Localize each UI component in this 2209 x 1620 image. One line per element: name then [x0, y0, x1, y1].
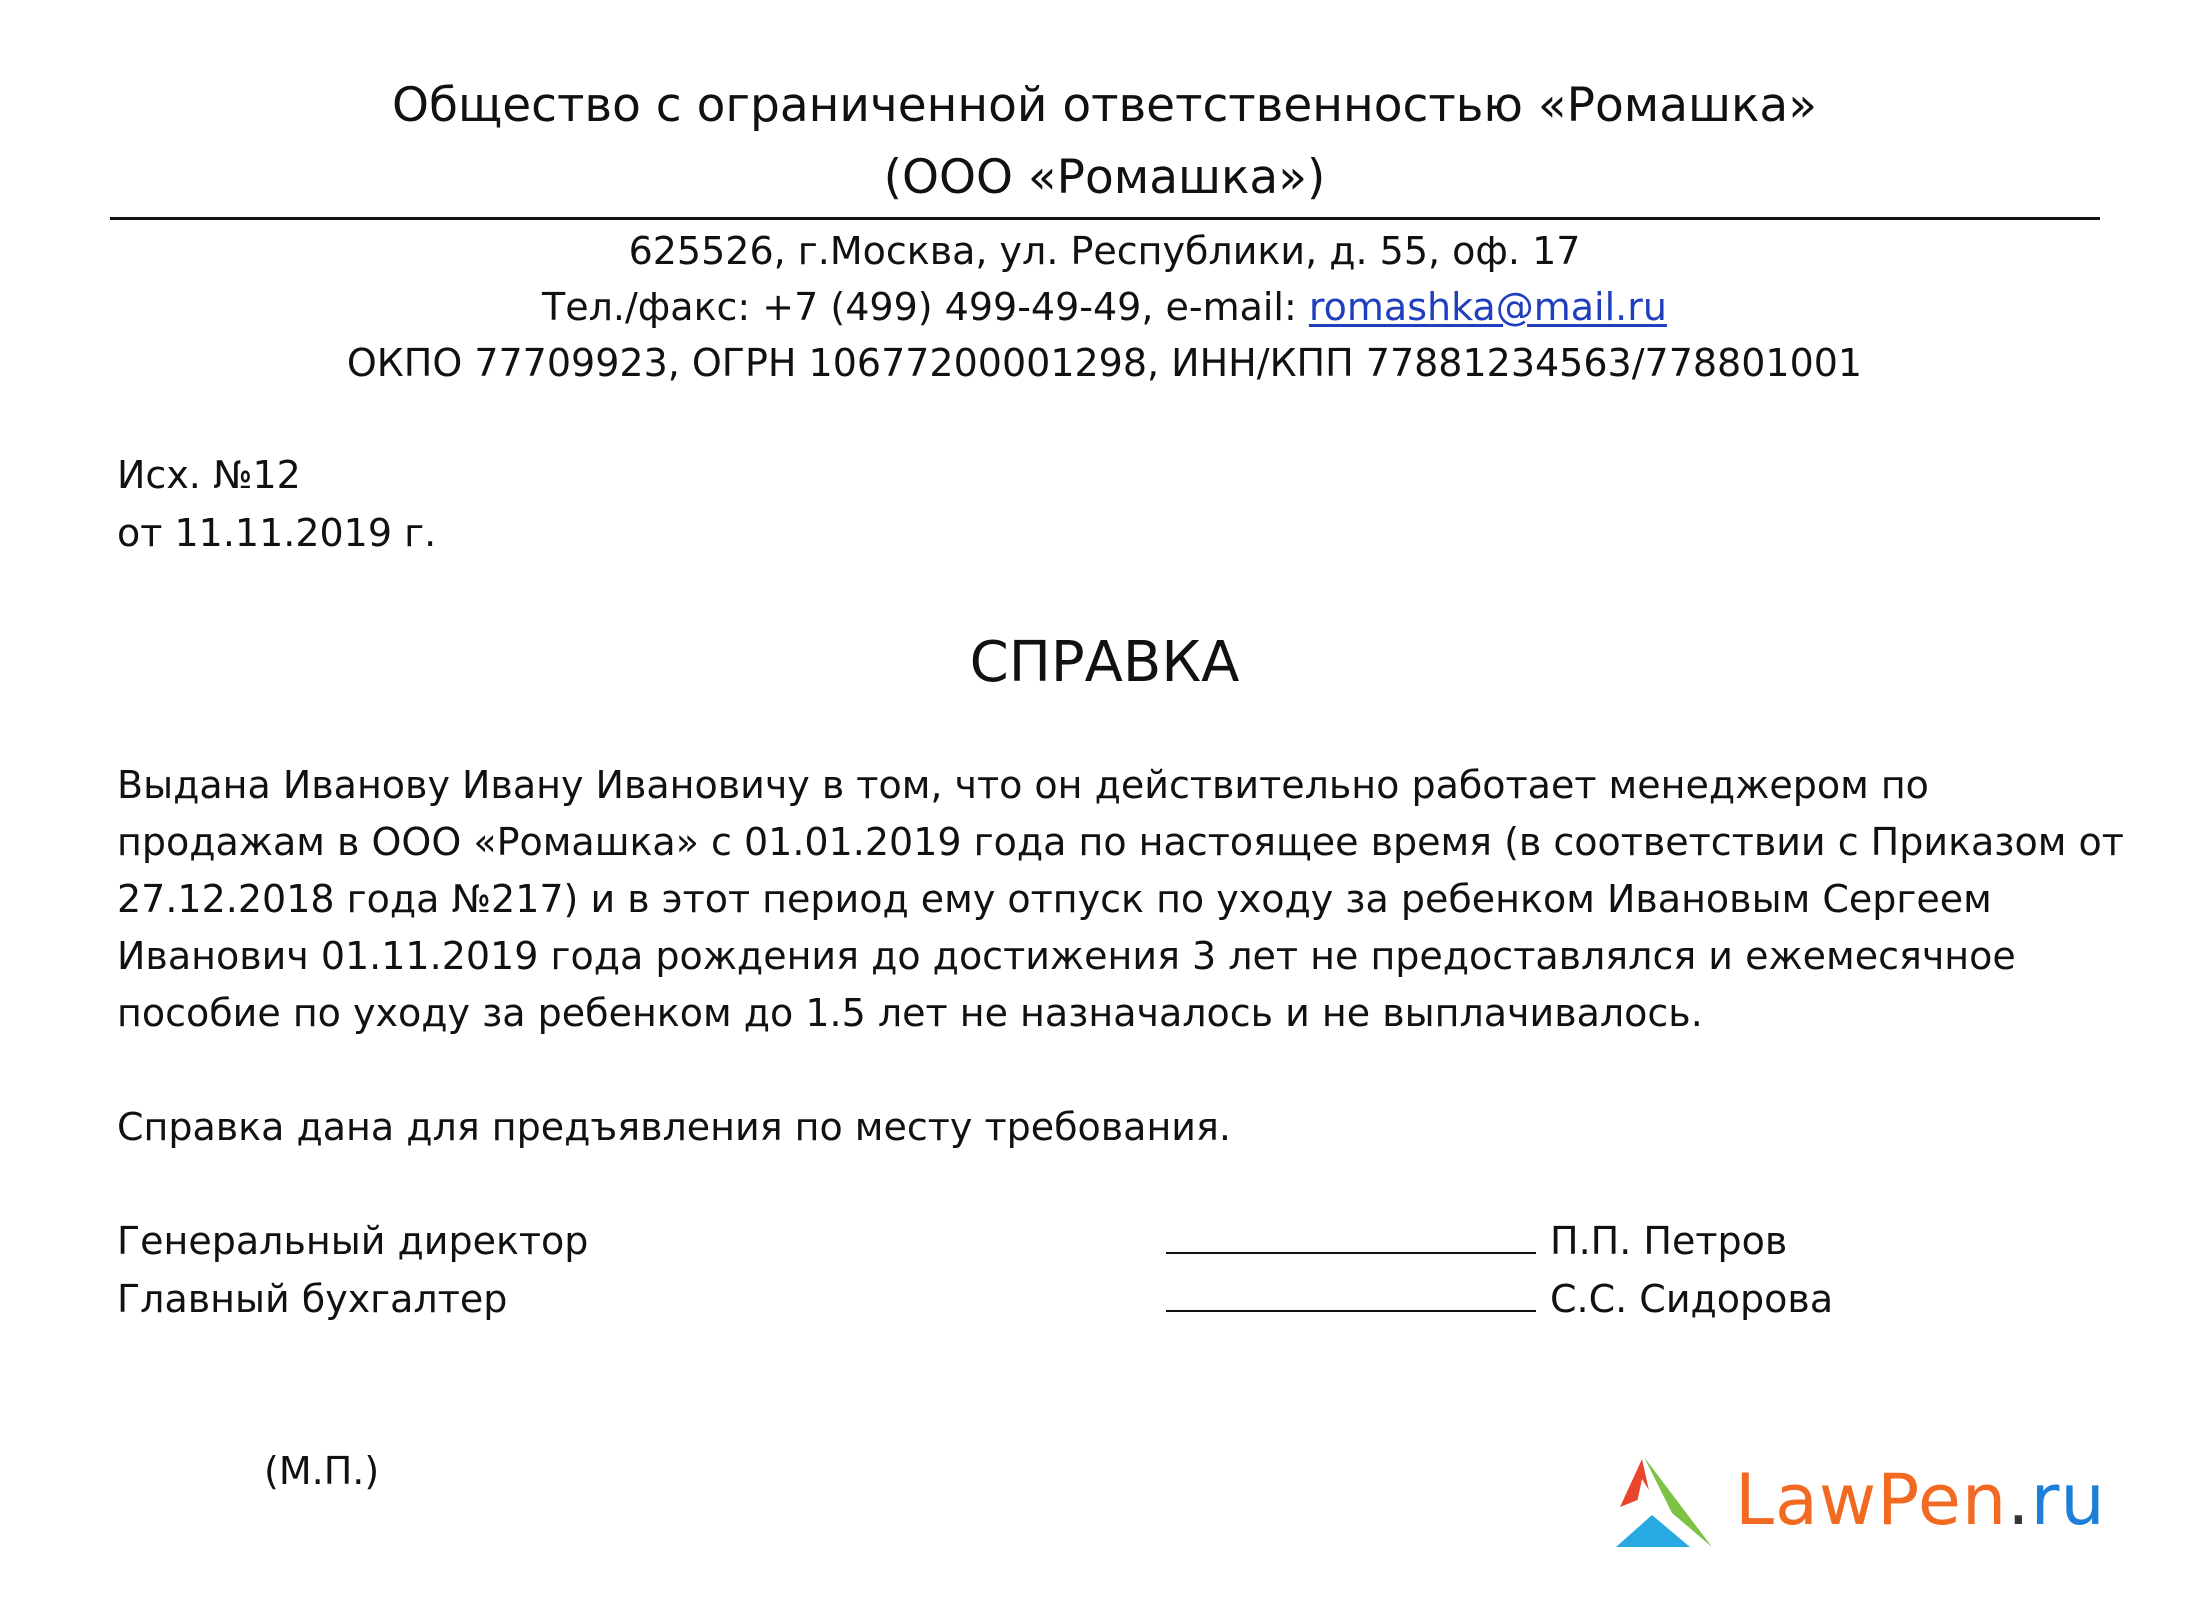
outgoing-number: Исх. №12 — [117, 453, 301, 497]
organization-full-name: Общество с ограниченной ответственностью «Ромашка» — [392, 78, 1817, 133]
lawpen-logo-icon — [1612, 1455, 1722, 1551]
outgoing-date: от 11.11.2019 г. — [117, 511, 437, 555]
signature-accountant — [1166, 1274, 1833, 1324]
signature-underline — [1166, 1274, 1536, 1312]
signature-position-director: Генеральный директор — [117, 1219, 589, 1263]
organization-short-name: (ООО «Ромашка») — [883, 150, 1326, 205]
organization-address: 625526, г.Москва, ул. Республики, д. 55, оф. 17 — [628, 229, 1581, 273]
document-title: СПРАВКА — [969, 630, 1240, 695]
body-line: Иванович 01.11.2019 года рождения до достижения 3 лет не предоставлялся и ежемесячное — [117, 934, 2016, 978]
body-line: 27.12.2018 года №217) и в этот период ему отпуск по уходу за ребенком Ивановым Сергеем — [117, 877, 1992, 921]
contact-phone-fax: Тел./факс: +7 (499) 499-49-49, e-mail: — [542, 285, 1309, 329]
organization-contacts — [0, 282, 2209, 332]
signature-name-accountant: С.С. Сидорова — [1550, 1277, 1834, 1321]
purpose-statement: Справка дана для предъявления по месту требования. — [117, 1105, 1231, 1149]
signature-director — [1166, 1216, 1787, 1266]
logo-tld-text: ru — [2030, 1459, 2106, 1541]
signature-position-accountant: Главный бухгалтер — [117, 1277, 508, 1321]
body-line: Выдана Иванову Ивану Ивановичу в том, что он действительно работает менеджером по — [117, 763, 1929, 807]
body-line: пособие по уходу за ребенком до 1.5 лет не назначалось и не выплачивалось. — [117, 991, 1703, 1035]
signature-underline — [1166, 1216, 1536, 1254]
organization-registry-codes: ОКПО 77709923, ОГРН 10677200001298, ИНН/КПП 77881234563/778801001 — [346, 341, 1863, 385]
logo-brand-text: LawPen — [1735, 1459, 2008, 1541]
triangle-logo-icon — [1612, 1455, 1722, 1551]
logo-dot: . — [2007, 1459, 2031, 1541]
signature-name-director: П.П. Петров — [1550, 1219, 1788, 1263]
email-link[interactable]: romashka@mail.ru — [1308, 285, 1667, 329]
header-divider — [110, 217, 2100, 220]
stamp-placeholder: (М.П.) — [264, 1449, 380, 1493]
body-line: продажам в ООО «Ромашка» с 01.01.2019 года по настоящее время (в соответствии с Приказом от — [117, 820, 2124, 864]
lawpen-logo-text — [1735, 1460, 2106, 1540]
